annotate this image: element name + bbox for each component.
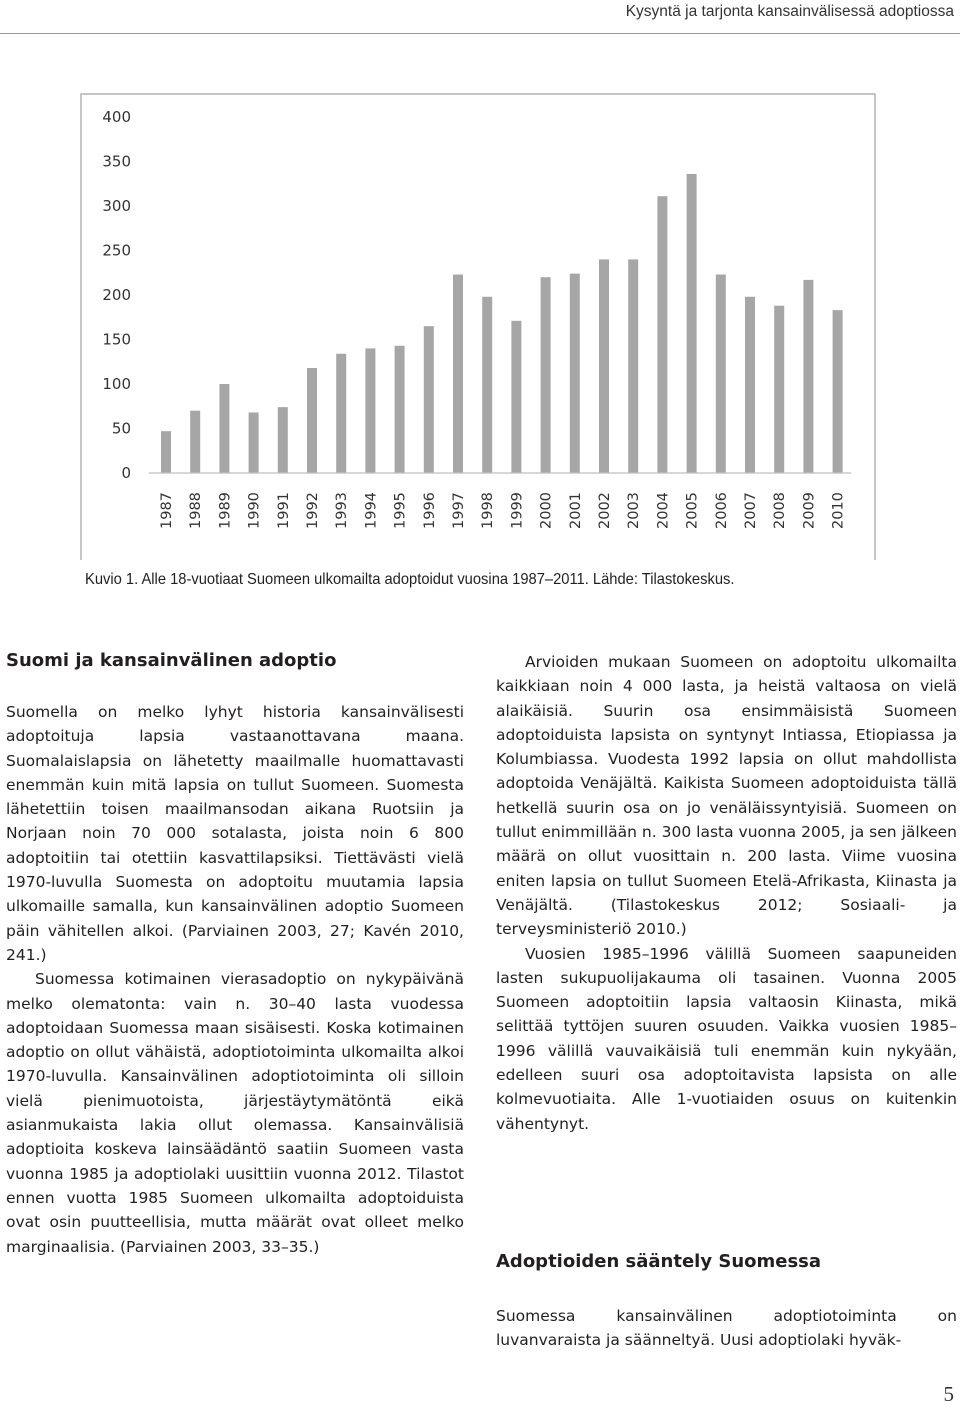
- x-tick-label-2002: 2002: [597, 492, 613, 529]
- bar-2007: [745, 297, 755, 473]
- bar-1989: [219, 384, 229, 473]
- y-tick-label: 100: [102, 375, 131, 393]
- bar-1999: [511, 321, 521, 473]
- x-tick-label-2009: 2009: [801, 492, 818, 529]
- y-tick-label: 300: [102, 197, 131, 215]
- bar-2009: [803, 280, 813, 473]
- y-tick-label: 0: [121, 464, 131, 482]
- x-tick-label-2008: 2008: [772, 492, 789, 529]
- y-tick-label: 250: [102, 241, 131, 260]
- left-paragraph-1: Suomella on melko lyhyt historia kansainvälisesti adoptoituja lapsia vastaanottavana maana. Suomalaislapsia on lähetetty maailmalle huomattavasti enemmän kuin mitä lapsia on tullut Suomeen. Suomesta lähetettiin toisen maailmansodan aikana Ruotsiin ja Norjaan noin 70 000 sotalasta, joista noin 6 800 adoptoitiin tai otettiin kasvattilapsiksi. Tiettävästi vielä 1970-luvulla Suomesta on adoptoitu muutamia lapsia ulkomaille samalla, kun kansainvälinen adoptio Suomeen päin vähitellen alkoi. (Parviainen 2003, 27; Kavén 2010, 241.): [6, 703, 464, 964]
- running-header: Kysyntä ja tarjonta kansainvälisessä adoptiossa: [625, 3, 954, 20]
- x-tick-label-2010: 2010: [830, 492, 847, 529]
- bar-1994: [365, 348, 375, 473]
- bars: [161, 174, 843, 473]
- section-heading-regulation: Adoptioiden sääntely Suomessa: [496, 1251, 822, 1272]
- x-tick-label-1998: 1998: [480, 492, 497, 529]
- y-tick-label: 400: [102, 108, 131, 126]
- bar-2008: [774, 306, 784, 473]
- x-tick-label-1991: 1991: [275, 492, 292, 529]
- x-tick-label-1997: 1997: [451, 492, 467, 529]
- section-heading-international-adoption: Suomi ja kansainvälinen adoptio: [6, 650, 337, 671]
- x-axis-labels: [159, 492, 847, 529]
- page-number: 5: [943, 1382, 954, 1406]
- x-tick-label-1988: 1988: [188, 492, 205, 529]
- chart-frame: [81, 94, 875, 560]
- x-tick-label-2000: 2000: [538, 492, 555, 529]
- right-column-lower: [496, 1304, 957, 1353]
- x-tick-label-2004: 2004: [655, 492, 672, 529]
- x-tick-label-1993: 1993: [334, 492, 351, 529]
- left-paragraph-2: Suomessa kotimainen vierasadoptio on nykypäivänä melko olematonta: vain n. 30–40 lasta vuodessa adoptoidaan Suomessa maan sisäisesti. Koska kotimainen adoptio on ollut vähäistä, adoptiotoiminta ulkomailta alkoi 1970-luvulla. Kansainvälinen adoptiotoiminta oli silloin vielä pienimuotoista, järjestäytymätöntä eikä asianmukaista lakia ollut olemassa. Kansainvälisiä adoptioita koskeva lainsäädäntö saatiin Suomeen vasta vuonna 1985 ja adoptiolaki uusittiin vuonna 2012. Tilastot ennen vuotta 1985 Suomeen ulkomailta adoptoiduista ovat osin puutteellisia, mutta määrät ovat olleet melko marginaalisia. (Parviainen 2003, 33–35.): [6, 970, 464, 1256]
- bar-1991: [278, 407, 288, 473]
- figure-caption: Kuvio 1. Alle 18-vuotiaat Suomeen ulkomailta adoptoidut vuosina 1987–2011. Lähde: Tilastokeskus.: [85, 571, 735, 588]
- y-tick-label: 350: [102, 152, 131, 171]
- right-paragraph-1: Arvioiden mukaan Suomeen on adoptoitu ulkomailta kaikkiaan noin 4 000 lasta, ja heistä valtaosa on vielä alaikäisiä. Suurin osa ensimmäisistä Suomeen adoptoiduista lapsista on syntynyt Intiassa, Etiopiassa ja Kolumbiassa. Vuodesta 1992 lapsia on ollut mahdollista adoptoida Venäjältä. Kaikista Suomeen adoptoiduista tällä hetkellä suurin osa on jo venäläissyntyisiä. Suomeen on tullut enimmillään n. 300 lasta vuonna 2005, ja sen jälkeen määrä on ollut vuosittain n. 200 lasta. Viime vuosina eniten lapsia on tullut Suomeen Etelä-Afrikasta, Kiinasta ja Venäjältä. (Tilastokeskus 2012; Sosiaali- ja terveysministeriö 2010.): [496, 653, 957, 939]
- bar-2000: [541, 277, 551, 473]
- x-tick-label-1999: 1999: [509, 492, 526, 529]
- bar-chart: [0, 0, 960, 560]
- x-tick-label-2003: 2003: [626, 492, 643, 529]
- x-tick-label-1995: 1995: [392, 492, 409, 529]
- x-tick-label-2006: 2006: [713, 492, 730, 529]
- right-column: [496, 650, 957, 1136]
- x-tick-label-1990: 1990: [246, 492, 263, 529]
- y-tick-label: 200: [102, 286, 131, 304]
- x-tick-label-1989: 1989: [217, 492, 234, 529]
- x-tick-label-2007: 2007: [743, 492, 759, 529]
- bar-1992: [307, 368, 317, 473]
- right-paragraph-2: Vuosien 1985–1996 välillä Suomeen saapuneiden lasten sukupuolijakauma oli tasainen. Vuonna 2005 Suomeen adoptoitiin lapsia valtaosin Kiinasta, mikä selittää tyttöjen suuren osuuden. Vaikka vuosien 1985–1996 välillä vauvaikäisiä tuli enemmän kuin nykyään, edelleen suuri osa adoptoitavista lapsista on alle kolmevuotiaita. Alle 1-vuotiaiden osuus on kuitenkin vähentynyt.: [496, 944, 957, 1133]
- left-column: [6, 700, 464, 1259]
- bar-1993: [336, 354, 346, 473]
- x-tick-label-2001: 2001: [567, 492, 584, 529]
- bar-1990: [249, 412, 259, 473]
- bar-1987: [161, 431, 171, 473]
- x-tick-label-1996: 1996: [421, 492, 438, 529]
- bar-2005: [687, 174, 697, 473]
- x-tick-label-2005: 2005: [684, 492, 701, 529]
- bar-2006: [716, 275, 726, 473]
- right-paragraph-3: Suomessa kansainvälinen adoptiotoiminta on luvanvaraista ja säänneltyä. Uusi adoptiolaki hyväk-: [496, 1307, 957, 1350]
- y-tick-label: 50: [111, 419, 131, 438]
- x-tick-label-1992: 1992: [305, 492, 321, 529]
- bar-2004: [657, 196, 667, 473]
- bar-1997: [453, 275, 463, 473]
- bar-1988: [190, 411, 200, 473]
- y-axis-ticks: [102, 108, 131, 482]
- y-tick-label: 150: [102, 330, 131, 349]
- bar-1996: [424, 326, 434, 473]
- x-tick-label-1987: 1987: [159, 492, 175, 529]
- bar-2010: [833, 310, 843, 473]
- bar-2001: [570, 274, 580, 473]
- bar-1998: [482, 297, 492, 473]
- bar-1995: [395, 346, 405, 473]
- x-tick-label-1994: 1994: [363, 492, 380, 529]
- bar-2002: [599, 259, 609, 473]
- bar-2003: [628, 259, 638, 473]
